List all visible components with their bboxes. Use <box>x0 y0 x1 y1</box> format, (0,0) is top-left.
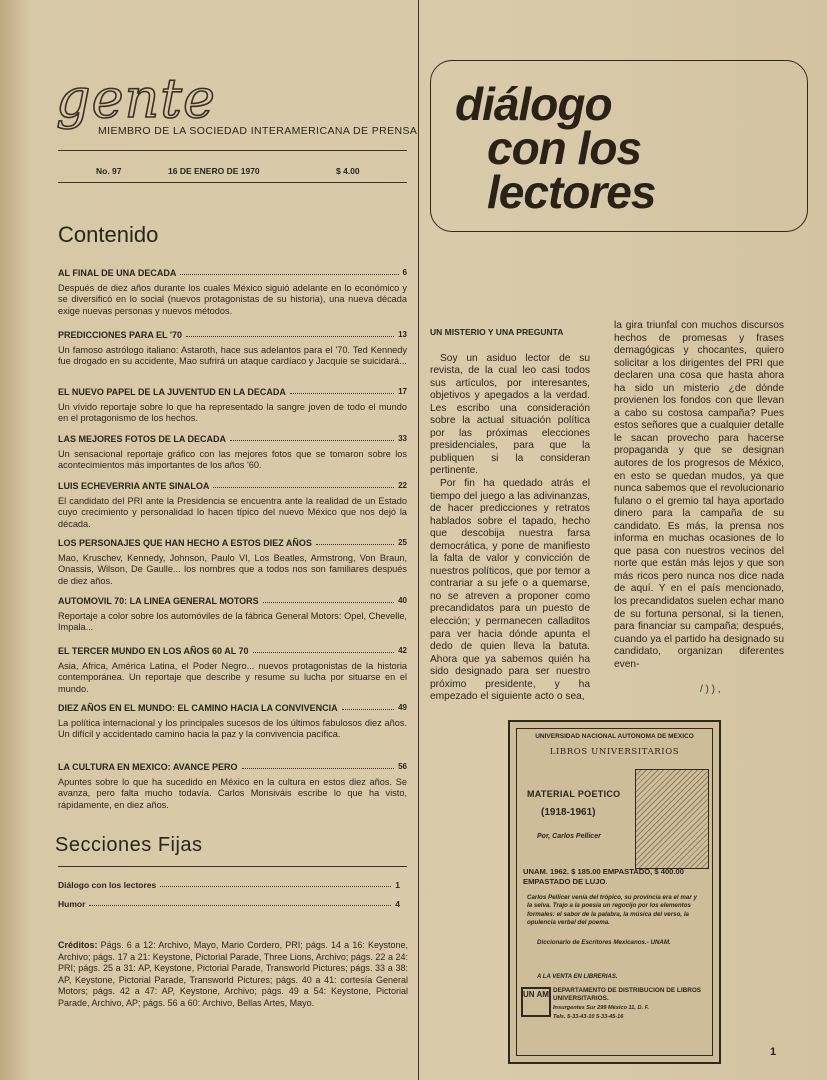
letter-column-2 <box>614 320 784 671</box>
toc-entry-header <box>58 387 407 397</box>
toc-entry-header <box>58 268 407 278</box>
dot-leader <box>253 646 395 653</box>
dot-leader <box>180 268 398 275</box>
toc-entry-header <box>58 330 407 340</box>
toc-entry-header <box>58 646 407 656</box>
toc-entry-title: AL FINAL DE UNA DECADA <box>58 268 177 278</box>
column-divider <box>418 0 419 1080</box>
fixed-section-page: 4 <box>395 899 400 909</box>
gente-logo: gente <box>56 67 216 130</box>
toc-entry-title: LAS MEJORES FOTOS DE LA DECADA <box>58 434 227 444</box>
dot-leader <box>242 762 395 769</box>
dot-leader <box>263 596 394 603</box>
dot-leader <box>186 330 394 337</box>
ad-address <box>553 1004 713 1022</box>
ad-author: Por, Carlos Pellicer <box>537 833 601 840</box>
credits-label: Créditos: <box>58 940 98 950</box>
toc-entry[interactable] <box>58 434 407 472</box>
fixed-section-title: Diálogo con los lectores <box>58 880 157 890</box>
toc-entry-header <box>58 596 407 606</box>
toc-entry-header <box>58 762 407 772</box>
masthead-rule <box>58 150 407 151</box>
toc-entry-description: Apuntes sobre lo que ha sucedido en México en la cultura en estos diez años. Se avanza, pero falta mucho todavía. Carlos Monsiváis escribe lo que ha visto, rápidamente, en diez años. <box>58 777 407 810</box>
issue-number: No. 97 <box>96 166 122 176</box>
dot-leader <box>230 434 394 441</box>
toc-entry-description: Reportaje a color sobre los automóviles de la fábrica General Motors: Opel, Chevelle, Impala... <box>58 611 407 633</box>
toc-entry[interactable] <box>58 596 407 634</box>
toc-entry-description: Un famoso astrólogo italiano: Astaroth, hace sus adelantos para el '70. Ted Kennedy fue drogado en su accidente, Mao sufrirá un ataque cardíaco y Jacquie se suicidará... <box>58 345 407 367</box>
dialog-title-line: con los <box>487 122 642 174</box>
dot-leader <box>290 387 394 394</box>
toc-entry-description: Un vívido reportaje sobre lo que ha representado la sangre joven de todo el mundo en el protagonismo de los hechos. <box>58 402 407 424</box>
toc-entry-title: LUIS ECHEVERRIA ANTE SINALOA <box>58 481 210 491</box>
toc-entry-title: PREDICCIONES PARA EL '70 <box>58 330 183 340</box>
dot-leader <box>316 538 394 545</box>
toc-entry-description: El candidato del PRI ante la Presidencia se encuentra ante la realidad de un Estado cuyo crecimiento y personalidad lo hacen típico del nuevo México que nos dejó la década. <box>58 496 407 529</box>
toc-entry-description: Asia, Africa, América Latina, el Poder Negro... nuevos protagonistas de la historia contemporánea. Un reportaje que describe y resume su lucha por situarse en el mundo. <box>58 661 407 694</box>
dot-leader <box>213 481 394 488</box>
toc-entry-page: 25 <box>398 538 407 547</box>
issue-date: 16 DE ENERO DE 1970 <box>168 166 260 176</box>
fixed-section-page: 1 <box>395 880 400 890</box>
toc-entry-header <box>58 703 407 713</box>
letter-paragraph: Por fin ha quedado atrás el tiempo del juego a las adivinanzas, de hacer predicciones y retratos hablados sobre el tapado, hecho que descobija nuestra farsa democrática, y pone de manifiesto la falta de valor y convicción de nuestros políticos, que por temor a contrariar a su jefe o a quemarse, no se atreven a proponer como precandidatos para un puesto de elección; y permanecen calladitos para ver hacia dónde apunta el dedo de quien lleva la batuta. Ahora que ya sabemos quién ha sido designado para ser nuestro próximo presidente, y ha empezado el siguiente acto o sea, <box>430 478 590 703</box>
unam-logo: UN AM <box>521 987 551 1017</box>
toc-entry[interactable] <box>58 387 407 425</box>
ad-quote: Carlos Pellicer venía del trópico, su provincia era el mar y la selva. Trajo a la poesía un regocijo por los elementos formales: el sabor de la palabra, la música del verso, la opulencia verbal del poema. <box>527 894 697 926</box>
toc-entry-description: Mao, Kruschev, Kennedy, Johnson, Paulo VI, Los Beatles, Armstrong, Von Braun, Onassis, Wilson, De Gaulle... los nombres que a todos nos son familiares después de diez años. <box>58 553 407 586</box>
toc-entry-page: 33 <box>398 434 407 443</box>
contents-heading: Contenido <box>58 222 159 247</box>
sections-heading: Secciones Fijas <box>55 834 203 856</box>
toc-entry[interactable] <box>58 646 407 695</box>
toc-entry-page: 42 <box>398 646 407 655</box>
toc-entry[interactable] <box>58 330 407 368</box>
letter-column-1 <box>430 326 590 704</box>
ad-quote-source: Diccionario de Escritores Mexicanos.- UNAM. <box>537 939 671 946</box>
dialog-title-line: diálogo <box>455 78 612 130</box>
toc-entry-page: 6 <box>402 268 407 277</box>
toc-entry-title: DIEZ AÑOS EN EL MUNDO: EL CAMINO HACIA LA CONVIVENCIA <box>58 703 338 713</box>
dot-leader <box>160 880 391 887</box>
issue-price: $ 4.00 <box>336 166 360 176</box>
dialog-title <box>455 78 656 218</box>
dialog-title-line: lectores <box>487 166 656 218</box>
ad-department: DEPARTAMENTO DE DISTRIBUCION DE LIBROS UNIVERSITARIOS. <box>553 987 702 1002</box>
toc-entry[interactable] <box>58 268 407 317</box>
toc-entry-header <box>58 538 407 548</box>
toc-entry-page: 13 <box>398 330 407 339</box>
toc-entry-header <box>58 481 407 491</box>
toc-entry-header <box>58 434 407 444</box>
toc-entry-page: 56 <box>398 762 407 771</box>
member-statement: MIEMBRO DE LA SOCIEDAD INTERAMERICANA DE PRENSA <box>98 125 418 137</box>
dot-leader <box>342 703 394 710</box>
ad-address-line: Insurgentes Sur 299 México 11, D. F. <box>553 1005 649 1011</box>
dot-leader <box>89 899 391 906</box>
book-advertisement <box>508 720 721 1064</box>
letter-heading: UN MISTERIO Y UNA PREGUNTA <box>430 327 564 337</box>
credits-text: Págs. 6 a 12: Archivo, Mayo, Mario Cordero, PRI; págs. 14 a 16: Keystone, Archivo; págs. 17 a 21: Keystone, Pictorial Parade, Three Lions, Archivo; págs. 22 a 24: PRI; págs. 25 a 31: AP, Keystone, Pictorial Parade, Transworld Pictures; págs. 33 a 38: AP, Keystone, Pictorial Parade, Transworld Pictures; págs. 40 a 41: cortesía General Motors; págs. 42 a 47: AP, Keystone, Archivo; págs. 49 a 54: Keystone, Pictorial Parade, Archivo, AP; págs. 56 a 60: Archivo, Bellas Artes, Mayo. <box>58 940 408 1008</box>
ink-mark: / ) ) , <box>700 684 721 695</box>
author-portrait <box>635 769 709 869</box>
toc-entry-title: EL NUEVO PAPEL DE LA JUVENTUD EN LA DECADA <box>58 387 286 397</box>
masthead-rule-bottom <box>58 182 407 183</box>
ad-university: UNIVERSIDAD NACIONAL AUTONOMA DE MEXICO <box>535 733 694 740</box>
fixed-section-item[interactable] <box>58 899 400 909</box>
toc-entry-description: La política internacional y los principales sucesos de los últimos fabulosos diez años. Un difícil y accidentado camino hacia la paz y la convivencia pacífica. <box>58 718 407 740</box>
toc-entry[interactable] <box>58 762 407 811</box>
ad-frame <box>516 728 713 1056</box>
sections-rule <box>58 866 407 867</box>
ad-book-title: MATERIAL POETICO <box>527 789 621 799</box>
toc-entry[interactable] <box>58 703 407 741</box>
toc-entry[interactable] <box>58 538 407 587</box>
letter-paragraph: la gira triunfal con muchos discursos hechos de promesas y frases demagógicas y chocantes, quiero solicitar a los dirigentes del PRI que declaren una cosa que hasta ahora ha sido un misterio ¿de dónde provienen los fondos con que llevan a cabo su costosa campaña? Pues estos señores que a cualquier detalle le sacan provecho para hacerse propaganda y que se designan autores de los progresos de México, en esto se quedan mudos, ya que nunca sabemos que el revolucionario fulano o el gremio tal haya aportado dinero para la campaña de su candidato. Es más, la prensa nos informa en muchas ocasiones de lo que pasa con nuestros vecinos del norte que están más lejos y que son más ricos pero nunca nos dice nada de aquí. Y en el país mencionado, los precandidatos suelen echar mano de su fortuna personal, si la tienen, para financiar su campaña; después, cuando ya el partido ha designado su candidato, organizan diferentes even- <box>614 320 784 670</box>
toc-entry-page: 40 <box>398 596 407 605</box>
fixed-section-item[interactable] <box>58 880 400 890</box>
toc-entry-title: AUTOMOVIL 70: LA LINEA GENERAL MOTORS <box>58 596 259 606</box>
fixed-section-title: Humor <box>58 899 86 909</box>
toc-entry-description: Después de diez años durante los cuales México siguió adelante en lo económico y se diversificó en lo social (nuevos protagonistas de su historia), una nueva década exige nuevas personas y nuevos métodos. <box>58 283 407 316</box>
toc-entry-page: 22 <box>398 481 407 490</box>
letter-paragraph: Soy un asiduo lector de su revista, de la cual leo casi todos sus artículos, por interesantes, objetivos y apegados a la verdad. Les escribo una consideración sobre la actual situación política por las próximas elecciones presidenciales, para que la publiquen si la consideran pertinente. <box>430 352 590 477</box>
toc-entry-title: LOS PERSONAJES QUE HAN HECHO A ESTOS DIEZ AÑOS <box>58 538 312 548</box>
toc-entry-title: EL TERCER MUNDO EN LOS AÑOS 60 AL 70 <box>58 646 249 656</box>
page-number: 1 <box>770 1046 777 1058</box>
toc-entry-page: 17 <box>398 387 407 396</box>
toc-entry-description: Un sensacional reportaje gráfico con las mejores fotos que se tomaron sobre los acontecimientos más importantes de los años '60. <box>58 449 407 471</box>
ad-price: UNAM. 1962. $ 185.00 EMPASTADO, $ 400.00 EMPASTADO DE LUJO. <box>523 867 684 886</box>
ad-series: LIBROS UNIVERSITARIOS <box>549 747 680 757</box>
ad-sale-notice: A LA VENTA EN LIBRERIAS. <box>537 974 618 980</box>
ad-phones: Tels. 5-33-43-10 5-33-45-16 <box>553 1014 624 1020</box>
toc-entry-page: 49 <box>398 703 407 712</box>
photo-credits <box>58 940 408 1010</box>
toc-entry-title: LA CULTURA EN MEXICO: AVANCE PERO <box>58 762 238 772</box>
ad-book-years: (1918-1961) <box>541 807 596 818</box>
toc-entry[interactable] <box>58 481 407 530</box>
